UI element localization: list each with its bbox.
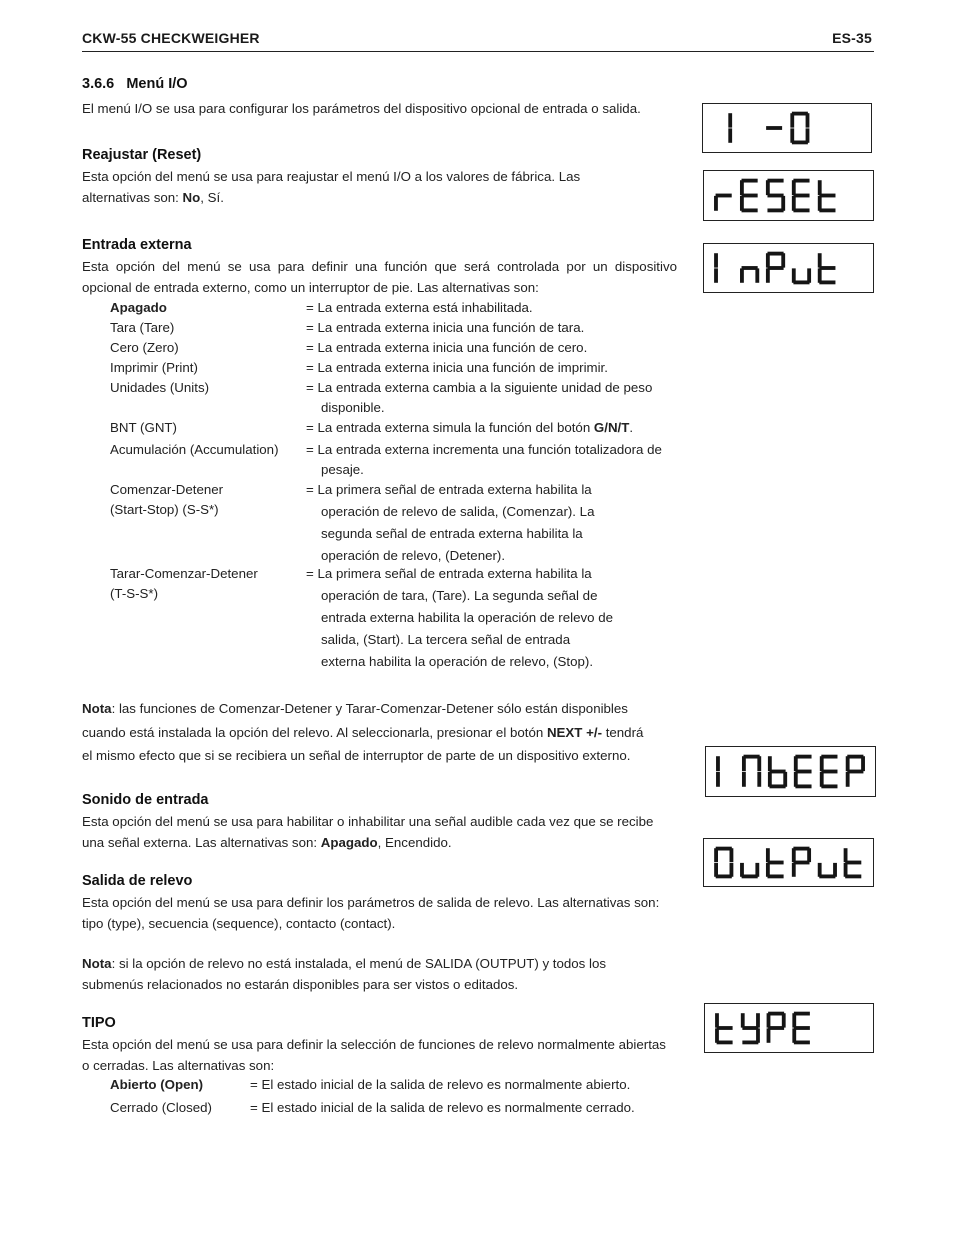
lcd-segment	[792, 141, 808, 145]
lcd-segment	[767, 874, 783, 878]
lcd-segment	[845, 874, 861, 878]
lcd-segment	[766, 253, 770, 267]
lcd-segment	[766, 848, 770, 862]
lcd-segment	[792, 848, 796, 862]
lcd-segment	[742, 1041, 758, 1045]
lcd-segment	[792, 196, 796, 211]
reset-heading: Reajustar (Reset)	[82, 147, 202, 163]
lcd-segment	[744, 755, 760, 759]
lcd-display-reset-segments	[704, 171, 873, 220]
lcd-segment	[767, 1013, 771, 1027]
lcd-segment	[818, 268, 822, 282]
lcd-segment	[844, 863, 848, 877]
lcd-segment	[730, 848, 734, 862]
input-option-name-sub: (T-S-S*)	[110, 586, 159, 601]
input-option-name: Imprimir (Print)	[110, 360, 198, 375]
lcd-segment	[806, 113, 810, 127]
lcd-segment	[766, 268, 770, 282]
lcd-display-output-segments	[704, 839, 873, 886]
lcd-segment	[807, 848, 811, 862]
note-label: Nota	[82, 701, 112, 716]
lcd-segment	[767, 1028, 771, 1042]
lcd-segment	[793, 280, 809, 284]
lcd-segment	[714, 253, 718, 267]
lcd-segment	[793, 179, 809, 183]
lcd-segment	[847, 755, 863, 759]
lcd-segment	[792, 112, 808, 116]
lcd-segment	[767, 252, 783, 256]
input-option-desc-line: = La entrada externa incrementa una función totalizadora de	[306, 442, 662, 457]
lcd-segment	[792, 268, 796, 282]
note-relay-functions: Nota: las funciones de Comenzar-Detener y Tarar-Comenzar-Detener sólo están disponibles cuando está instalada la opción del relevo. Al seleccionarla, presionar el botón NEXT +/- tendrá el mismo efecto que si se recibiera un señal de interruptor de parte de un dispositivo externo.	[82, 701, 644, 763]
lcd-segment	[844, 848, 848, 862]
lcd-segment	[795, 770, 811, 774]
lcd-segment	[821, 770, 837, 774]
lcd-segment	[821, 755, 837, 759]
lcd-segment	[790, 128, 794, 142]
beep-default-option: Apagado	[320, 834, 378, 850]
lcd-segment	[740, 268, 744, 282]
lcd-segment	[819, 280, 835, 284]
lcd-display-type	[704, 1003, 874, 1053]
lcd-display-io-segments	[703, 104, 871, 152]
lcd-segment	[768, 1026, 784, 1030]
lcd-display-io	[702, 103, 872, 153]
beep-body: Esta opción del menú se usa para habilitar o inhabilitar una señal audible cada vez que se recibe una señal externa. Las alternativas son: Apagado, Encendido.	[82, 814, 654, 850]
lcd-display-reset	[703, 170, 874, 221]
lcd-segment	[742, 194, 758, 198]
lcd-segment	[792, 180, 796, 195]
lcd-segment	[819, 194, 835, 198]
note-label: Nota	[82, 956, 112, 971]
lcd-segment	[846, 756, 850, 771]
input-option-desc-line: operación de relevo, (Detener).	[321, 548, 506, 563]
output-heading: Salida de relevo	[82, 873, 193, 889]
input-option-desc-line: = La entrada externa inicia una función de imprimir.	[306, 360, 608, 375]
lcd-segment	[742, 179, 758, 183]
section-number: 3.6.6	[82, 76, 115, 92]
lcd-segment	[820, 756, 824, 771]
input-option-desc-line: externa habilita la operación de relevo, (Stop).	[321, 654, 594, 669]
lcd-segment	[794, 756, 798, 771]
lcd-segment	[818, 180, 822, 195]
lcd-segment	[818, 863, 822, 877]
lcd-segment	[728, 128, 732, 142]
lcd-display-type-segments	[705, 1004, 873, 1052]
lcd-segment	[768, 1012, 784, 1016]
input-option-desc-line: operación de relevo de salida, (Comenzar). La	[321, 504, 595, 519]
lcd-segment	[769, 770, 785, 774]
lcd-segment	[742, 266, 758, 270]
lcd-segment	[793, 861, 809, 865]
lcd-segment	[714, 196, 718, 211]
lcd-segment	[757, 756, 761, 771]
lcd-segment	[794, 1026, 810, 1030]
lcd-segment	[820, 772, 824, 787]
input-option-desc-line: salida, (Start). La tercera señal de entrada	[321, 632, 571, 647]
lcd-display-input	[703, 243, 874, 293]
input-option-desc-line: = La primera señal de entrada externa habilita la	[306, 566, 592, 581]
input-option-desc-line: operación de tara, (Tare). La segunda señal de	[321, 588, 598, 603]
lcd-segment	[766, 180, 770, 195]
lcd-segment	[818, 253, 822, 267]
input-option-name: Tarar-Comenzar-Detener	[110, 566, 258, 581]
lcd-segment	[794, 1012, 810, 1016]
lcd-segment	[716, 194, 732, 198]
input-option-desc-line: segunda señal de entrada externa habilita la	[321, 526, 583, 541]
lcd-display-inbeep-segments	[706, 747, 875, 796]
lcd-segment	[757, 772, 761, 787]
input-option-desc-line: = La entrada externa está inhabilitada.	[306, 300, 533, 315]
lcd-segment	[714, 863, 718, 877]
input-option-desc-line: = La entrada externa simula la función del botón G/N/T.	[306, 420, 634, 435]
input-option-desc-line: = La entrada externa inicia una función de cero.	[306, 340, 588, 355]
lcd-display-output	[703, 838, 874, 887]
header-rule	[82, 51, 874, 52]
lcd-segment	[742, 772, 746, 787]
lcd-segment	[715, 1013, 719, 1027]
lcd-segment	[716, 772, 720, 787]
lcd-segment	[742, 874, 758, 878]
lcd-segment	[819, 874, 835, 878]
lcd-segment	[847, 770, 863, 774]
lcd-segment	[766, 863, 770, 877]
type-option-closed: Cerrado (Closed)	[110, 1100, 212, 1115]
lcd-segment	[728, 113, 732, 127]
section-intro: El menú I/O se usa para configurar los parámetros del dispositivo opcional de entrada o salida.	[82, 101, 641, 116]
lcd-segment	[861, 756, 865, 771]
type-heading: TIPO	[82, 1015, 116, 1031]
lcd-segment	[782, 1013, 786, 1027]
output-body: Esta opción del menú se usa para definir los parámetros de salida de relevo. Las alternativas son: tipo (type), secuencia (sequence), contacto (contact).	[82, 895, 660, 931]
lcd-segment	[767, 208, 783, 212]
note-relay-not-installed: Nota: si la opción de relevo no está instalada, el menú de SALIDA (OUTPUT) y todos los submenús relacionados no estarán disponibles para ser vistos o editados.	[82, 956, 607, 992]
lcd-segment	[769, 784, 785, 788]
lcd-segment	[794, 772, 798, 787]
next-button-label: NEXT +/-	[546, 724, 602, 740]
lcd-segment	[714, 268, 718, 282]
lcd-segment	[819, 266, 835, 270]
lcd-segment	[768, 756, 772, 771]
lcd-segment	[716, 874, 732, 878]
reset-body: Esta opción del menú se usa para reajustar el menú I/O a los valores de fábrica. Las alternativas son: No, Sí.	[82, 169, 581, 205]
section-heading	[82, 76, 188, 92]
lcd-segment	[818, 196, 822, 211]
lcd-display-input-segments	[704, 244, 873, 292]
lcd-segment	[794, 1041, 810, 1045]
lcd-segment	[767, 861, 783, 865]
type-option-open-desc: = El estado inicial de la salida de relevo es normalmente abierto.	[250, 1077, 631, 1092]
input-option-name: Apagado	[110, 300, 167, 315]
type-option-closed-desc: = El estado inicial de la salida de relevo es normalmente cerrado.	[250, 1100, 635, 1115]
lcd-segment	[792, 863, 796, 877]
input-heading: Entrada externa	[82, 237, 192, 253]
lcd-segment	[792, 1013, 796, 1027]
lcd-segment	[740, 180, 744, 195]
input-option-name: BNT (GNT)	[110, 420, 177, 435]
lcd-segment	[755, 268, 759, 282]
gnt-button-label: G/N/T	[593, 420, 630, 435]
lcd-segment	[795, 755, 811, 759]
running-header-title: CKW-55 CHECKWEIGHER	[82, 30, 260, 46]
input-option-desc-line: disponible.	[321, 400, 385, 415]
input-option-name: Tara (Tare)	[110, 320, 175, 335]
lcd-segment	[740, 863, 744, 877]
lcd-segment	[767, 266, 783, 270]
input-option-desc-line: = La primera señal de entrada externa habilita la	[306, 482, 592, 497]
lcd-segment	[768, 772, 772, 787]
lcd-segment	[717, 1026, 733, 1030]
lcd-segment	[741, 1013, 745, 1027]
lcd-segment	[716, 847, 732, 851]
lcd-segment	[781, 253, 785, 267]
type-option-open: Abierto (Open)	[110, 1077, 204, 1092]
lcd-segment	[792, 1028, 796, 1042]
lcd-segment	[742, 208, 758, 212]
lcd-segment	[790, 113, 794, 127]
lcd-segment	[767, 194, 783, 198]
page-number: ES-35	[832, 30, 872, 46]
lcd-segment	[793, 847, 809, 851]
lcd-segment	[766, 126, 782, 130]
lcd-segment	[821, 784, 837, 788]
lcd-segment	[742, 756, 746, 771]
lcd-segment	[714, 848, 718, 862]
input-option-desc-line: pesaje.	[321, 462, 364, 477]
lcd-segment	[795, 784, 811, 788]
input-option-desc-line: entrada externa habilita la operación de relevo de	[321, 610, 613, 625]
input-option-name: Comenzar-Detener	[110, 482, 224, 497]
input-option-name: Acumulación (Accumulation)	[110, 442, 279, 457]
input-option-name: Cero (Zero)	[110, 340, 179, 355]
type-body: Esta opción del menú se usa para definir la selección de funciones de relevo normalmente abiertas o cerradas. Las alternativas son:	[82, 1037, 666, 1073]
lcd-segment	[756, 1013, 760, 1027]
reset-default-option: No	[182, 189, 201, 205]
lcd-segment	[717, 1041, 733, 1045]
lcd-segment	[793, 208, 809, 212]
lcd-segment	[793, 194, 809, 198]
input-body: Esta opción del menú se usa para definir una función que será controlada por un dispositivo opcional de entrada externo, como un interruptor de pie. Las alternativas son:	[82, 259, 677, 295]
lcd-segment	[845, 861, 861, 865]
input-option-name: Unidades (Units)	[110, 380, 210, 395]
input-option-desc-line: = La entrada externa inicia una función de tara.	[306, 320, 585, 335]
lcd-segment	[767, 179, 783, 183]
input-option-name-sub: (Start-Stop) (S-S*)	[110, 502, 219, 517]
input-option-desc-line: = La entrada externa cambia a la siguiente unidad de peso	[306, 380, 653, 395]
lcd-display-inbeep	[705, 746, 876, 797]
section-title: Menú I/O	[126, 76, 188, 92]
lcd-segment	[742, 1026, 758, 1030]
lcd-segment	[819, 208, 835, 212]
lcd-segment	[716, 756, 720, 771]
lcd-segment	[715, 1028, 719, 1042]
beep-heading: Sonido de entrada	[82, 792, 209, 808]
lcd-segment	[740, 196, 744, 211]
lcd-segment	[846, 772, 850, 787]
